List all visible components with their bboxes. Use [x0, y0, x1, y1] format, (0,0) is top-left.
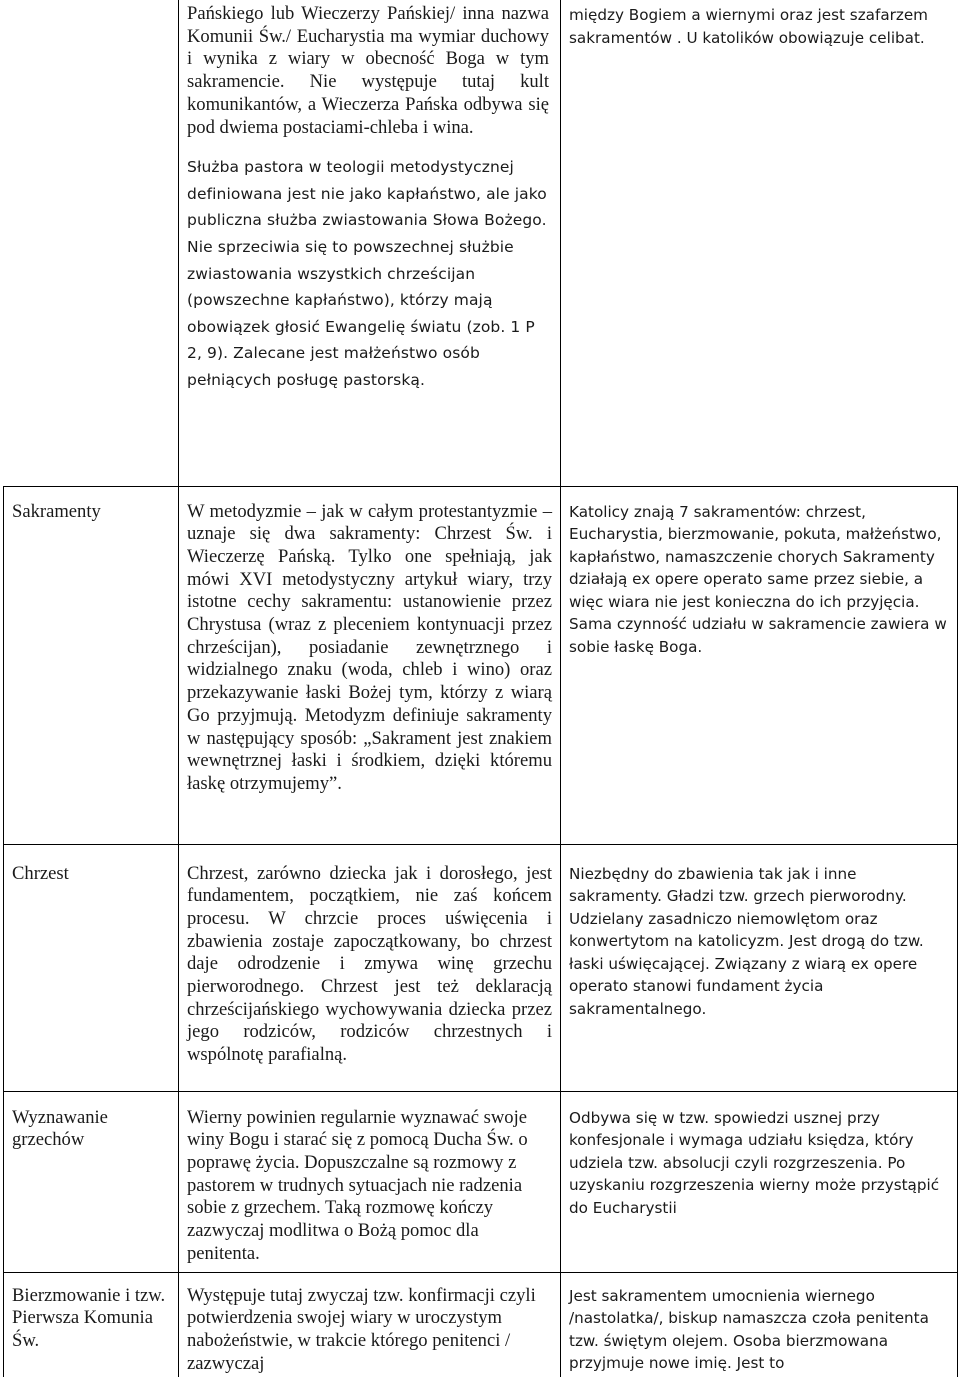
table-row — [4, 0, 958, 486]
row-label-cell — [4, 844, 179, 1091]
table-row — [4, 1272, 958, 1377]
methodist-text: Chrzest, zarówno dziecka jak i dorosłego, jest fundamentem, początkiem, nie zaś końcem procesu. W chrzcie proces uświęcenia i zbawienia zostaje zapoczątkowany, bo chrzest daje odrodzenie i zmywa winę grzechu pierworodnego. Chrzest jest też deklaracją chrześcijańskiego wychowywania dziecka przez jego rodziców, rodziców chrzestnych i wspólnotę parafialną. — [187, 862, 552, 1066]
row-label-cell — [4, 486, 179, 844]
catholic-cell — [561, 0, 958, 486]
table-row — [4, 1091, 958, 1272]
row-label: Wyznawanie grzechów — [12, 1106, 108, 1151]
methodist-cell — [179, 1091, 561, 1272]
methodist-text: Występuje tutaj zwyczaj tzw. konfirmacji czyli potwierdzenia swojej wiary w uroczystym nabożeństwie, w trakcie którego penitenci / zazwyczaj — [187, 1284, 536, 1374]
catholic-cell — [561, 844, 958, 1091]
row-label: Bierzmowanie i tzw. Pierwsza Komunia Św. — [12, 1284, 166, 1351]
methodist-cell — [179, 486, 561, 844]
methodist-text: Wierny powinien regularnie wyznawać swoje winy Bogu i starać się z pomocą Ducha Św. o poprawę życia. Dopuszczalne są rozmowy z pastorem w trudnych sytuacjach nie radzenia sobie z grzechem. Taką rozmowę kończy zazwyczaj modlitwa o Bożą pomoc dla penitenta. — [187, 1106, 528, 1264]
methodist-cell — [179, 1272, 561, 1377]
catholic-text: Odbywa się w tzw. spowiedzi usznej przy konfesjonale i wymaga udziału księdza, który udziela tzw. absolucji czyli rozgrzeszenia. Po uzyskaniu rozgrzeszenia wierny może przystąpić do Eucharystii — [569, 1108, 940, 1217]
catholic-text: Katolicy znają 7 sakramentów: chrzest, Eucharystia, bierzmowanie, pokuta, małżeństwo, kapłaństwo, namaszczenie chorych Sakramenty działają ex opere operato same przez siebie, a więc wiara nie jest konieczna do ich przyjęcia. Sama czynność udziału w sakramencie zawiera w sobie łaskę Boga. — [569, 502, 947, 657]
row-label-cell — [4, 1272, 179, 1377]
catholic-cell — [561, 1091, 958, 1272]
row-label: Chrzest — [12, 862, 69, 884]
catholic-text: Jest sakramentem umocnienia wiernego /nastolatka/, biskup namaszcza czoła penitenta tzw. świętym olejem. Osoba bierzmowana przyjmuje nowe imię. Jest to — [569, 1286, 929, 1373]
methodist-text: Służba pastora w teologii metodystycznej definiowana jest nie jako kapłaństwo, ale jako publiczna służba zwiastowania Słowa Bożego. Nie sprzeciwia się to powszechnej służbie zwiastowania wszystkich chrześcijan (powszechne kapłaństwo), którzy mają obowiązek głosić Ewangelię światu (zob. 1 P 2, 9). Zalecane jest małżeństwo osób pełniących posługę pastorską. — [187, 158, 547, 389]
methodist-cell — [179, 844, 561, 1091]
row-label: Sakramenty — [12, 500, 101, 522]
catholic-cell — [561, 1272, 958, 1377]
methodist-cell — [179, 0, 561, 486]
comparison-table — [3, 0, 958, 1377]
catholic-text: Niezbędny do zbawienia tak jak i inne sakramenty. Gładzi tzw. grzech pierworodny. Udzielany zasadniczo niemowlętom oraz konwertytom na katolicyzm. Jest drogą do tzw. łaski uświęcającej. Związany z wiarą ex opere operato stanowi fundament życia sakramentalnego. — [569, 864, 924, 1019]
methodist-text: W metodyzmie – jak w całym protestantyzmie – uznaje się dwa sakramenty: Chrzest Św. i Wieczerzę Pańską. Tylko one spełniają, jak mówi XVI metodystyczny artykuł wiary, trzy istotne cechy sakramentu: ustanowienie przez Chrystusa (wraz z pleceniem kontynuacji przez chrześcijan), posiadanie zewnętrznego i widzialnego znaku (woda, chleb i wino) oraz przekazywanie łaski Bożej tym, którzy z wiarą Go przyjmują. Metodyzm definiuje sakramenty w następujący sposób: „Sakrament jest znakiem wewnętrznej łaski i środkiem, dzięki któremu łaskę otrzymujemy”. — [187, 500, 552, 794]
table-row — [4, 844, 958, 1091]
catholic-cell — [561, 486, 958, 844]
catholic-text: między Bogiem a wiernymi oraz jest szafarzem sakramentów . U katolików obowiązuje celibat. — [569, 6, 928, 47]
methodist-text: Pańskiego lub Wieczerzy Pańskiej/ inna nazwa Komunii Św./ Eucharystia ma wymiar duchowy i wynika z wiary w obecność Boga w tym sakramencie. Nie występuje tutaj kult komunikantów, a Wieczerza Pańska odbywa się pod dwiema postaciami-chleba i wina. — [187, 3, 549, 138]
row-label-cell — [4, 1091, 179, 1272]
table-row — [4, 486, 958, 844]
row-label-cell — [4, 0, 179, 486]
